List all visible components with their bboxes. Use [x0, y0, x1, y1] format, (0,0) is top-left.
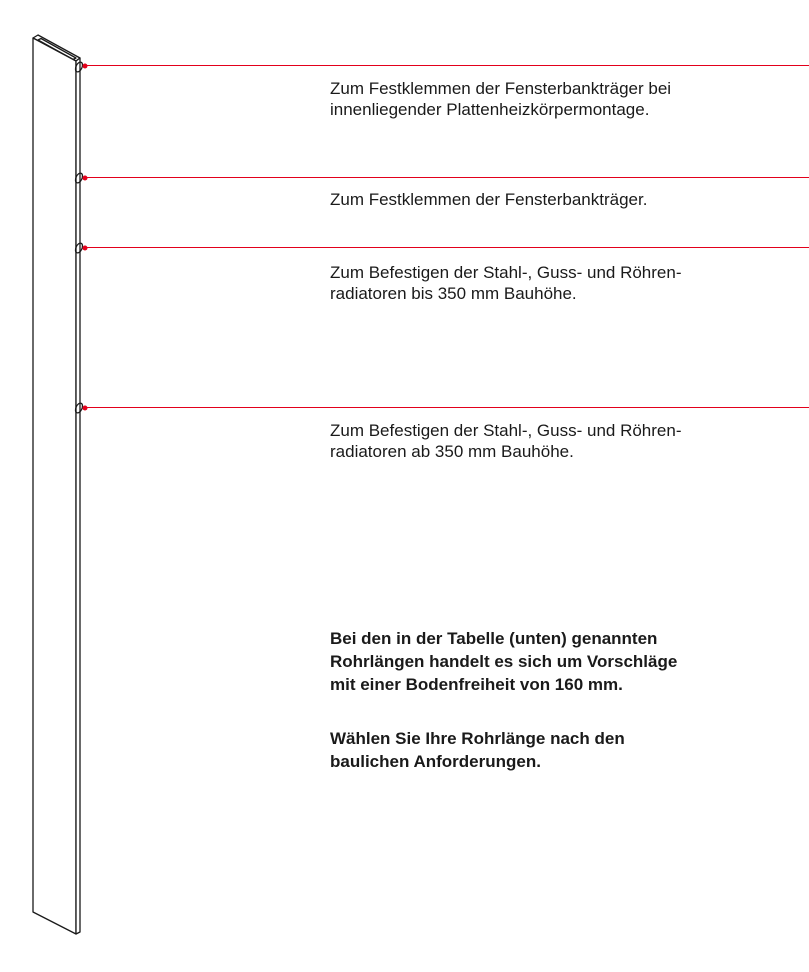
callout-3-line-1: Zum Befestigen der Stahl-, Guss- und Röhren-: [330, 263, 682, 282]
note-suggestion-line-2: Rohrlängen handelt es sich um Vorschläge: [330, 652, 678, 671]
callout-2-line-1: Zum Festklemmen der Fensterbankträger.: [330, 190, 648, 209]
tube-front-face: [33, 38, 76, 934]
callout-4-line-2: radiatoren ab 350 mm Bauhöhe.: [330, 442, 574, 461]
note-suggestion-line-3: mit einer Bodenfreiheit von 160 mm.: [330, 675, 623, 694]
leader-line-1: [86, 65, 809, 66]
leader-line-2: [86, 177, 809, 178]
note-choose: [330, 727, 800, 773]
callout-1-line-2: innenliegender Plattenheizkörpermontage.: [330, 100, 650, 119]
leader-line-3: [86, 247, 809, 248]
leader-line-4: [86, 407, 809, 408]
callout-4-line-1: Zum Befestigen der Stahl-, Guss- und Röhren-: [330, 421, 682, 440]
tube-side-face: [76, 58, 80, 934]
note-suggestion-line-1: Bei den in der Tabelle (unten) genannten: [330, 629, 658, 648]
callout-1: [330, 78, 800, 120]
callout-1-line-1: Zum Festklemmen der Fensterbankträger bei: [330, 79, 672, 98]
callout-3: [330, 262, 800, 304]
note-choose-line-2: baulichen Anforderungen.: [330, 752, 541, 771]
callout-2: [330, 189, 800, 210]
callout-3-line-2: radiatoren bis 350 mm Bauhöhe.: [330, 284, 577, 303]
note-suggestion: [330, 627, 800, 696]
callout-4: [330, 420, 800, 462]
note-choose-line-1: Wählen Sie Ihre Rohrlänge nach den: [330, 729, 625, 748]
